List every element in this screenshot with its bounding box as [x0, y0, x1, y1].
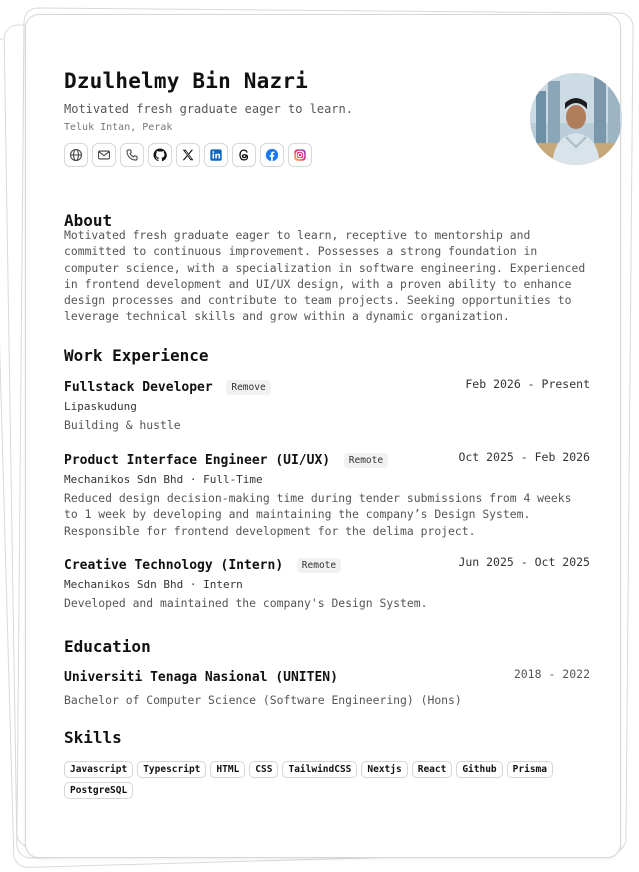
job-company: Mechanikos Sdn Bhd · Full-Time: [64, 473, 263, 486]
education-degree: Bachelor of Computer Science (Software Engineering) (Hons): [64, 693, 462, 707]
job-entry: [64, 377, 590, 433]
github-icon[interactable]: [148, 143, 172, 167]
x-icon[interactable]: [176, 143, 200, 167]
job-entry: [64, 450, 590, 539]
skill-badge: Prisma: [507, 761, 553, 778]
profile-tagline: Motivated fresh graduate eager to learn.: [64, 102, 353, 116]
profile-location: Teluk Intan, Perak: [64, 122, 173, 133]
job-description: Building & hustle: [64, 418, 181, 432]
job-date: Oct 2025 - Feb 2026: [458, 450, 590, 464]
skill-badge: Nextjs: [361, 761, 407, 778]
job-company: Lipaskudung: [64, 400, 137, 413]
mail-icon[interactable]: [92, 143, 116, 167]
education-entry: [64, 667, 590, 708]
job-description: Developed and maintained the company's Design System.: [64, 596, 428, 610]
about-text: Motivated fresh graduate eager to learn, receptive to mentorship and committed to continuous improvement. Possesses a strong foundation in computer science, with a specialization in software engineering. Experienced in frontend development and UI/UX design, with a proven ability to enhance design processes and contribute to team projects. Seeking opportunities to leverage technical skills and grow within a dynamic organization.: [64, 228, 586, 324]
threads-icon[interactable]: [232, 143, 256, 167]
phone-icon[interactable]: [120, 143, 144, 167]
globe-icon[interactable]: [64, 143, 88, 167]
job-title: Creative Technology (Intern): [64, 558, 284, 573]
job-badge: Remove: [226, 380, 270, 395]
skill-badge: Github: [456, 761, 502, 778]
job-description: Reduced design decision-making time during tender submissions from 4 weeks to 1 week by developing and maintaining the company’s Design System. Responsible for frontend development for the delima project.: [64, 491, 572, 538]
work-heading: Work Experience: [64, 346, 209, 365]
about-heading: About: [64, 211, 113, 230]
skill-badge: Javascript: [64, 761, 133, 778]
facebook-icon[interactable]: [260, 143, 284, 167]
skill-badge: CSS: [249, 761, 278, 778]
skills-heading: Skills: [64, 728, 122, 747]
linkedin-icon[interactable]: [204, 143, 228, 167]
social-links: [64, 143, 312, 167]
resume-card: [25, 14, 621, 858]
skill-badge: TailwindCSS: [282, 761, 357, 778]
job-badge: Remote: [297, 558, 341, 573]
instagram-icon[interactable]: [288, 143, 312, 167]
skill-badge: HTML: [210, 761, 245, 778]
profile-name: Dzulhelmy Bin Nazri: [64, 69, 309, 93]
skill-badge: React: [412, 761, 453, 778]
job-company: Mechanikos Sdn Bhd · Intern: [64, 578, 243, 591]
job-title: Product Interface Engineer (UI/UX): [64, 453, 331, 468]
education-heading: Education: [64, 637, 151, 656]
education-school: Universiti Tenaga Nasional (UNITEN): [64, 670, 338, 685]
skill-badge: Typescript: [137, 761, 206, 778]
job-date: Jun 2025 - Oct 2025: [458, 555, 590, 569]
skill-badge: PostgreSQL: [64, 782, 133, 799]
education-date: 2018 - 2022: [513, 667, 590, 681]
job-date: Feb 2026 - Present: [465, 377, 590, 391]
profile-avatar: [530, 73, 622, 165]
job-badge: Remote: [344, 453, 388, 468]
job-entry: [64, 555, 590, 611]
skills-list: [64, 761, 594, 799]
job-title: Fullstack Developer: [64, 380, 213, 395]
